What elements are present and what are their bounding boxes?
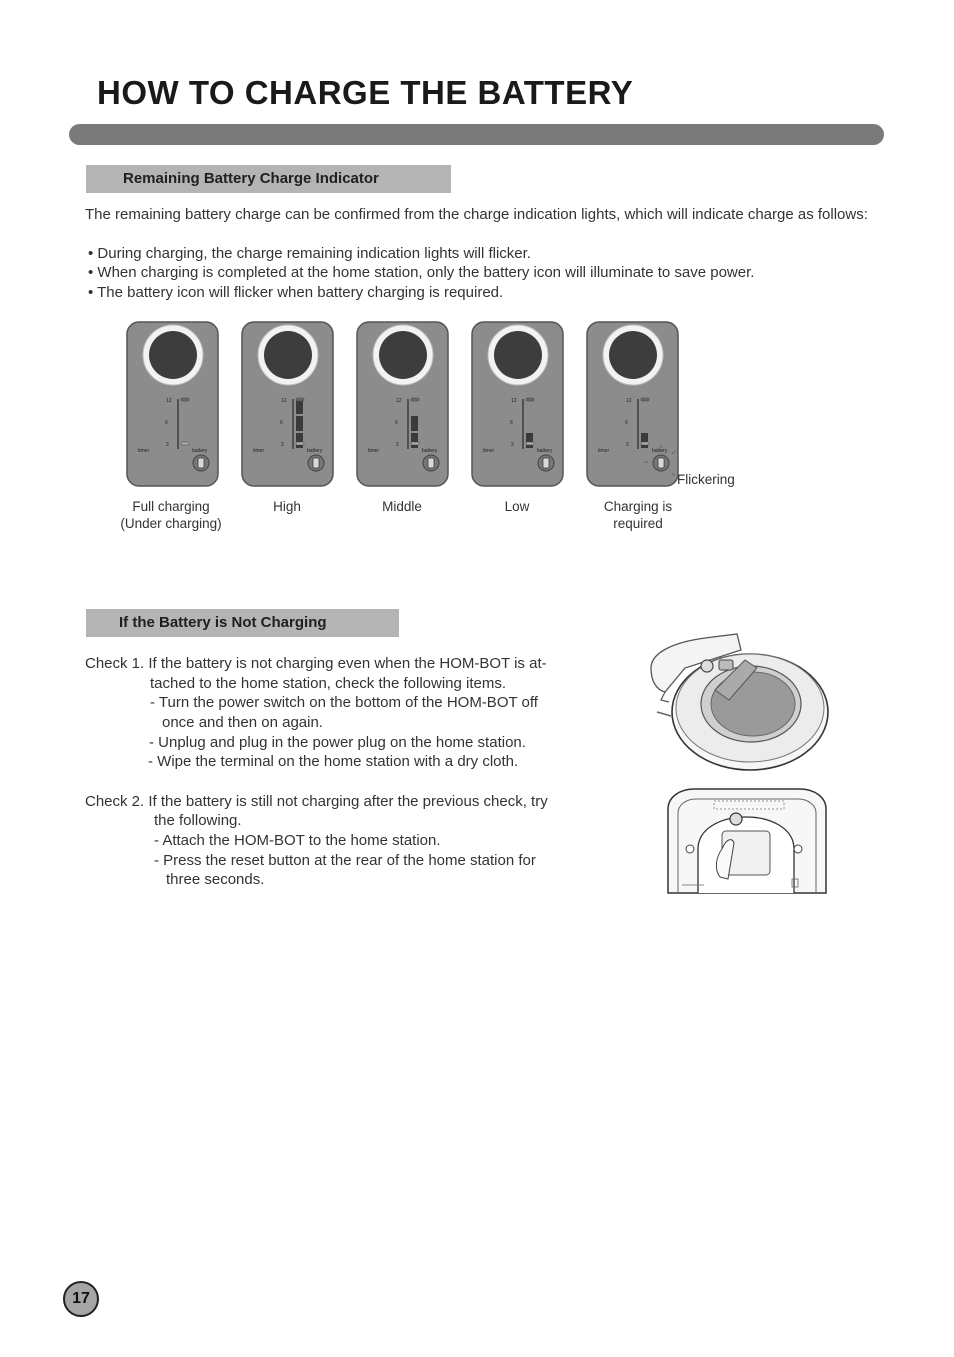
flickering-label: Flickering	[677, 472, 735, 487]
svg-text:timer: timer	[598, 448, 610, 454]
bullet-completed: • When charging is completed at the home station, only the battery icon will illuminate to save power.	[88, 264, 755, 281]
caption-line: Charging is	[603, 499, 673, 514]
svg-text:12: 12	[626, 398, 632, 404]
battery-icon	[543, 458, 549, 468]
svg-text:battery: battery	[652, 448, 668, 454]
indicator-panel	[356, 321, 449, 487]
svg-text:timer: timer	[138, 448, 150, 454]
svg-text:12: 12	[396, 398, 402, 404]
indicator-panel	[471, 321, 564, 487]
check1-line: Check 1. If the battery is not charging even when the HOM-BOT is at-	[85, 655, 547, 672]
svg-text:battery: battery	[537, 448, 553, 454]
svg-text:2: 2	[281, 442, 284, 448]
check1-line: once and then on again.	[162, 714, 323, 731]
caption-line: required	[613, 516, 663, 531]
title-divider-bar	[69, 124, 884, 145]
caption-line: (Under charging)	[120, 516, 222, 531]
check2-line: - Attach the HOM-BOT to the home station.	[154, 832, 441, 849]
check2-line: Check 2. If the battery is still not charging after the previous check, try	[85, 793, 548, 810]
indicator-state-caption	[568, 498, 708, 532]
charge-segment	[411, 433, 418, 448]
svg-text:6: 6	[165, 420, 168, 426]
charge-segment	[296, 416, 303, 431]
charge-segment	[526, 433, 533, 448]
bullet-flicker: • During charging, the charge remaining indication lights will flicker.	[88, 245, 531, 262]
indicator-state-caption	[447, 498, 587, 515]
bullet-required: • The battery icon will flicker when battery charging is required.	[88, 284, 504, 301]
page-number: 17	[63, 1281, 99, 1317]
svg-text:2: 2	[166, 442, 169, 448]
page-title: HOW TO CHARGE THE BATTERY	[97, 74, 634, 111]
battery-icon	[198, 458, 204, 468]
indicator-panel	[241, 321, 334, 487]
indicator-panel	[126, 321, 219, 487]
svg-text:2: 2	[396, 442, 399, 448]
svg-text:timer: timer	[368, 448, 380, 454]
charge-segment	[296, 433, 303, 448]
robot-on-station-illustration	[645, 630, 830, 775]
svg-text:timer: timer	[253, 448, 265, 454]
svg-text:12: 12	[166, 398, 172, 404]
svg-text:2: 2	[626, 442, 629, 448]
check1-line: - Turn the power switch on the bottom of the HOM-BOT off	[150, 694, 538, 711]
svg-text:6: 6	[280, 420, 283, 426]
caption-line: Middle	[382, 499, 422, 514]
charge-segment	[641, 433, 648, 448]
check1-line: tached to the home station, check the following items.	[150, 675, 507, 692]
svg-text:timer: timer	[483, 448, 495, 454]
caption-line: Full charging	[132, 499, 210, 514]
intro-paragraph: The remaining battery charge can be confirmed from the charge indication lights, which will indicate charge as follows:	[85, 206, 868, 223]
battery-icon	[658, 458, 664, 468]
svg-text:12: 12	[281, 398, 287, 404]
check1-line: - Unplug and plug in the power plug on the home station.	[149, 734, 526, 751]
check2-line: - Press the reset button at the rear of the home station for	[154, 852, 536, 869]
section-heading-indicator: Remaining Battery Charge Indicator	[86, 165, 451, 193]
svg-text:2: 2	[511, 442, 514, 448]
station-rear-illustration	[664, 787, 830, 895]
check2-line: the following.	[154, 812, 242, 829]
svg-text:6: 6	[625, 420, 628, 426]
section-heading-not-charging: If the Battery is Not Charging	[86, 609, 399, 637]
svg-text:battery: battery	[192, 448, 208, 454]
caption-line: Low	[504, 499, 530, 514]
svg-text:6: 6	[395, 420, 398, 426]
svg-text:6: 6	[510, 420, 513, 426]
caption-line: High	[273, 499, 301, 514]
svg-text:battery: battery	[307, 448, 323, 454]
svg-text:battery: battery	[422, 448, 438, 454]
charge-segment	[411, 416, 418, 431]
battery-icon	[428, 458, 434, 468]
svg-text:12: 12	[511, 398, 517, 404]
battery-icon	[313, 458, 319, 468]
check1-line: - Wipe the terminal on the home station with a dry cloth.	[148, 753, 519, 770]
indicator-panel	[586, 321, 679, 487]
check2-line: three seconds.	[166, 871, 265, 888]
